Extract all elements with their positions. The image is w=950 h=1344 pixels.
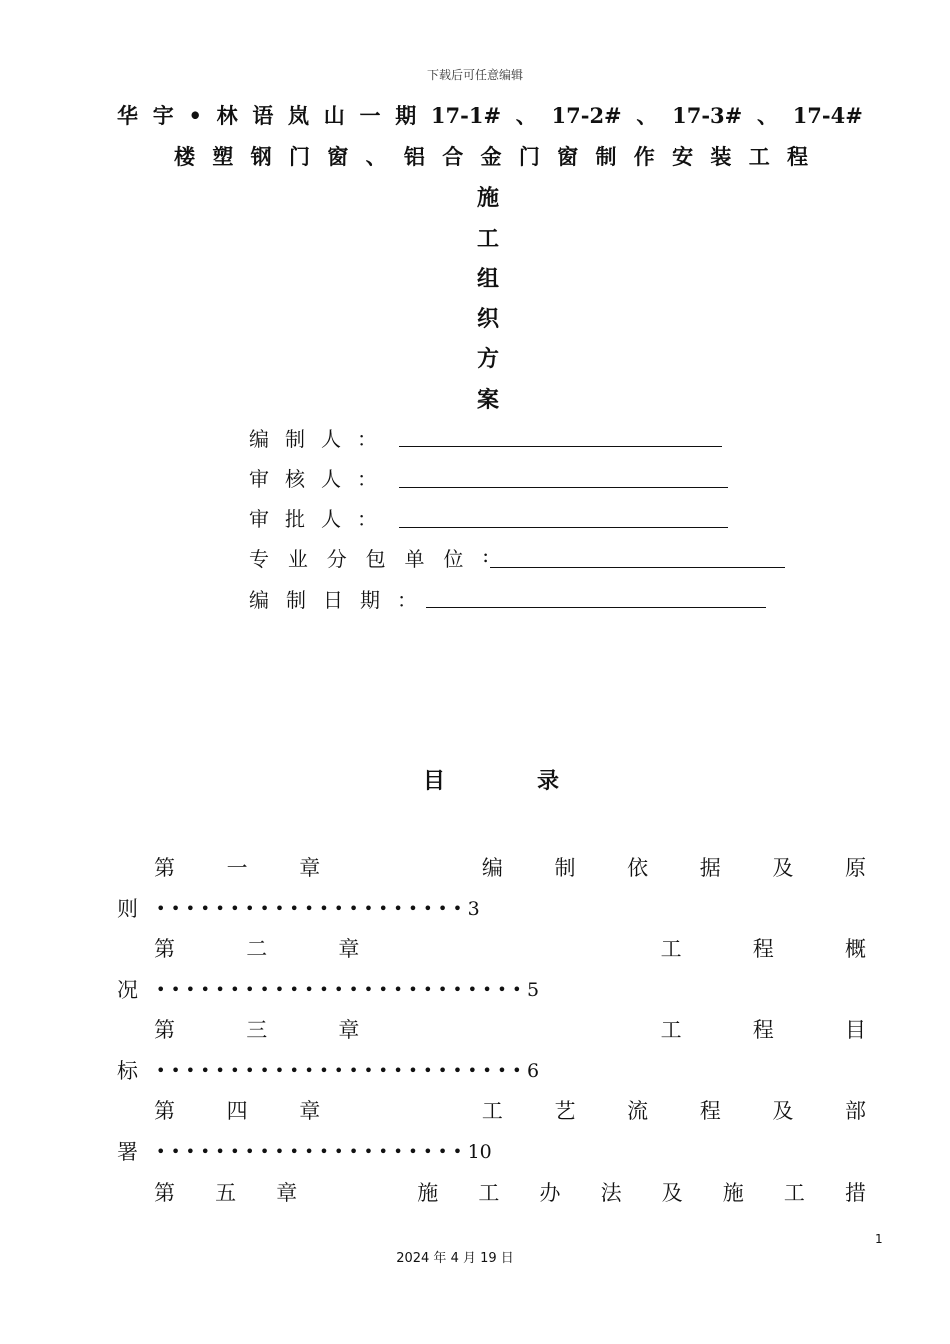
title-char: 、 — [636, 103, 658, 128]
header-note: 下载后可任意编辑 — [426, 68, 523, 82]
title-char: 安 — [672, 144, 694, 169]
toc-entry-1-line1[interactable]: 第 一 章 编 制 依 据 及 原 — [154, 856, 866, 880]
toc-title-char: 录 — [537, 768, 560, 794]
toc-entry-2-line1[interactable]: 第 二 章 工 程 概 — [154, 937, 866, 961]
title-char: 铝 — [403, 144, 425, 169]
title-line-2 — [174, 143, 808, 171]
toc-leader-dots: ••••••••••••••••••••••••• — [156, 980, 527, 999]
approver-line[interactable] — [399, 527, 728, 528]
footer-date: 2024 年 4 月 19 日 — [396, 1251, 514, 1266]
title-char: 合 — [442, 144, 464, 169]
vertical-title-char: 方 — [476, 346, 499, 372]
title-char: 期 — [395, 103, 417, 128]
title-char: 门 — [518, 144, 540, 169]
title-char: 金 — [480, 144, 502, 169]
toc-entry-3-line1[interactable]: 第 三 章 工 程 目 — [154, 1018, 866, 1042]
vertical-title-char: 施 — [476, 185, 499, 211]
toc-entry-5-line1[interactable]: 第 五 章 施 工 办 法 及 施 工 措 — [154, 1181, 866, 1205]
toc-page-number: 10 — [467, 1141, 492, 1163]
vertical-title-char: 案 — [476, 387, 499, 413]
subcontractor-label: 专 业 分 包 单 位 : — [249, 543, 489, 571]
vertical-title-char: 组 — [476, 266, 499, 292]
title-char: 17-1# — [430, 103, 502, 128]
toc-entry-4-line2[interactable]: 署 ••••••••••••••••••••• 10 — [117, 1140, 492, 1164]
title-char: 17-2# — [551, 103, 622, 128]
toc-title-char: 目 — [423, 768, 446, 794]
toc-entry-3-line2[interactable]: 标 ••••••••••••••••••••••••• 6 — [117, 1059, 540, 1083]
title-char: 语 — [252, 103, 274, 128]
title-char: 山 — [323, 103, 345, 128]
compiler-label: 编 制 人 ： — [249, 427, 377, 451]
title-line-1 — [117, 102, 863, 130]
title-char: 、 — [515, 103, 537, 128]
title-char: 17-4# — [792, 103, 863, 128]
title-char: 林 — [216, 103, 238, 128]
toc-entry-4-line1[interactable]: 第 四 章 工 艺 流 程 及 部 — [154, 1099, 866, 1123]
toc-entry-1-line2[interactable]: 则 ••••••••••••••••••••• 3 — [117, 897, 480, 921]
compiler-line[interactable] — [399, 446, 722, 447]
title-char: 宇 — [152, 103, 174, 128]
toc-leader-dots: ••••••••••••••••••••• — [156, 1142, 468, 1161]
toc-page-number: 3 — [467, 898, 480, 920]
title-char: 、 — [756, 103, 778, 128]
date-line[interactable] — [426, 607, 766, 608]
title-char: 岚 — [288, 103, 310, 128]
page-number: 1 — [875, 1232, 883, 1246]
reviewer-line[interactable] — [399, 487, 728, 488]
title-char: 塑 — [212, 144, 234, 169]
title-char: 楼 — [174, 144, 195, 169]
toc-page-number: 5 — [526, 979, 540, 1001]
title-char: 一 — [359, 103, 381, 128]
reviewer-label: 审 核 人 ： — [249, 467, 377, 491]
subcontractor-line[interactable] — [490, 567, 785, 568]
title-char: 华 — [117, 103, 138, 128]
title-char: 窗 — [327, 144, 349, 169]
title-char: 门 — [288, 144, 310, 169]
toc-leader-dots: ••••••••••••••••••••••••• — [156, 1061, 527, 1080]
approver-label: 审 批 人 ： — [249, 507, 377, 531]
title-char: 程 — [787, 144, 808, 169]
title-char: 制 — [595, 144, 617, 169]
toc-leader-dots: ••••••••••••••••••••• — [156, 899, 468, 918]
title-char: • — [188, 103, 202, 128]
vertical-title-char: 织 — [476, 306, 499, 332]
title-char: 装 — [710, 144, 732, 169]
toc-page-number: 6 — [526, 1060, 540, 1082]
title-char: 17-3# — [672, 103, 743, 128]
vertical-title-char: 工 — [476, 226, 499, 252]
title-char: 钢 — [250, 144, 272, 169]
title-char: 工 — [748, 144, 770, 169]
title-char: 作 — [633, 144, 655, 169]
title-char: 窗 — [557, 144, 579, 169]
date-label: 编 制 日 期 ： — [249, 588, 417, 612]
title-char: 、 — [365, 144, 387, 169]
toc-entry-2-line2[interactable]: 况 ••••••••••••••••••••••••• 5 — [117, 978, 540, 1002]
